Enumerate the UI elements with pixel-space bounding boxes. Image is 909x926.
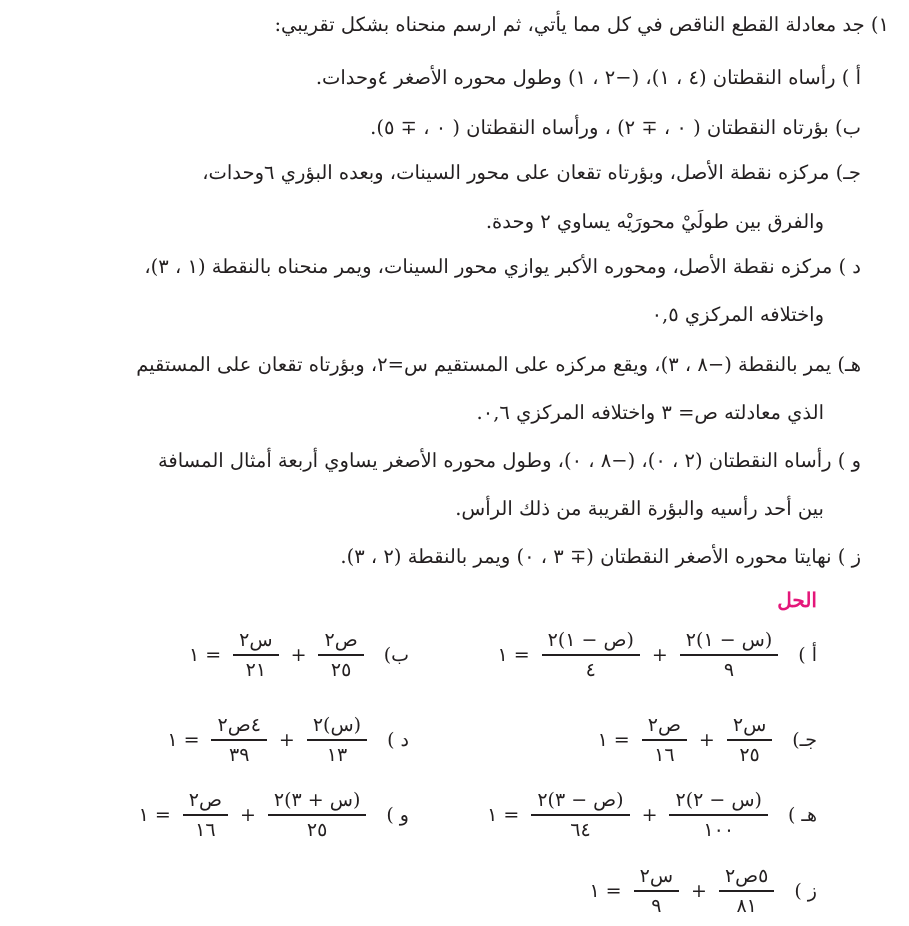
part-e-continued: الذي معادلته ص= ٣ واختلافه المركزي ٠,٦. (476, 401, 824, 424)
fraction-2 (211, 714, 266, 766)
fraction-1 (268, 789, 366, 841)
equation-c (598, 705, 817, 775)
plus-sign: + (691, 880, 707, 902)
denominator: ١٣ (326, 743, 348, 766)
fraction-1 (727, 714, 772, 766)
numerator: ٤ص٢ (217, 714, 261, 737)
numerator: ٥ص٢ (724, 865, 769, 888)
equation-b (189, 620, 409, 690)
numerator: (س)٢ (312, 714, 362, 737)
rhs: ١ (497, 644, 508, 666)
equation-label: د ) (387, 729, 409, 751)
equation-label: جـ) (792, 729, 817, 751)
denominator: ٢٥ (739, 743, 760, 766)
numerator: ص٢ (324, 629, 358, 652)
plus-sign: + (641, 804, 658, 826)
fraction-1 (669, 789, 767, 841)
fraction-2 (183, 789, 228, 841)
equation-e (487, 780, 817, 850)
equation-label: ز ) (794, 880, 817, 902)
part-g: ز ) نهايتا محوره الأصغر النقطتان (∓ ٣ ، ٠) ويمر بالنقطة (٢ ، ٣). (340, 545, 861, 568)
part-d: د ) مركزه نقطة الأصل، ومحوره الأكبر يوازي محور السينات، ويمر منحناه بالنقطة (١ ، ٣)، (144, 255, 861, 278)
denominator: ١٠٠ (703, 818, 735, 841)
part-d-continued: واختلافه المركزي ٠,٥ (651, 303, 824, 326)
plus-sign: + (278, 729, 295, 751)
equals-sign: = (613, 729, 630, 751)
equals-sign: = (605, 880, 622, 902)
numerator: (س + ٣)٢ (273, 789, 361, 812)
numerator: ص٢ (647, 714, 681, 737)
part-f: و ) رأساه النقطتان (٢ ، ٠)، (−٨ ، ٠)، وطول محوره الأصغر يساوي أربعة أمثال المسافة (157, 449, 861, 472)
numerator: س٢ (239, 629, 273, 652)
numerator: س٢ (732, 714, 767, 737)
denominator: ٩ (651, 894, 662, 917)
rhs: ١ (189, 644, 200, 666)
denominator: ٢٥ (306, 818, 328, 841)
solution-heading: الحل (777, 588, 817, 612)
part-a: أ ) رأساه النقطتان (٤ ، ١)، (−٢ ، ١) وطول محوره الأصغر ٤وحدات. (315, 66, 861, 89)
fraction-1 (719, 865, 774, 917)
denominator: ٣٩ (228, 743, 250, 766)
numerator: (ص − ٣)٢ (537, 789, 624, 812)
rhs: ١ (589, 880, 600, 902)
fraction-2 (642, 714, 687, 766)
equation-label: و ) (386, 804, 409, 826)
denominator: ١٦ (654, 743, 675, 766)
equation-label: أ ) (798, 644, 817, 666)
fraction-1 (307, 714, 367, 766)
part-e: هـ) يمر بالنقطة (−٨ ، ٣)، ويقع مركزه على المستقيم س=٢، وبؤرتاه تقعان على المستقيم (136, 353, 861, 376)
denominator: ٢٥ (330, 658, 352, 681)
denominator: ٩ (723, 658, 735, 681)
numerator: (ص − ١)٢ (547, 629, 634, 652)
denominator: ٤ (585, 658, 596, 681)
plus-sign: + (290, 644, 307, 666)
plus-sign: + (698, 729, 715, 751)
equals-sign: = (205, 644, 222, 666)
denominator: ١٦ (195, 818, 216, 841)
part-b: ب) بؤرتاه النقطتان ( ٠ ، ∓ ٢) ، ورأساه النقطتان ( ٠ ، ∓ ٥). (370, 116, 861, 139)
denominator: ٦٤ (570, 818, 591, 841)
equation-g (589, 856, 817, 926)
numerator: (س − ٢)٢ (675, 789, 762, 812)
rhs: ١ (487, 804, 498, 826)
rhs: ١ (597, 729, 608, 751)
fraction-1 (680, 629, 778, 681)
rhs: ١ (167, 729, 178, 751)
fraction-2 (634, 865, 679, 917)
equation-a (497, 620, 817, 690)
equation-label: ب) (383, 644, 409, 666)
fraction-2 (233, 629, 278, 681)
equation-d (167, 705, 409, 775)
part-f-continued: بين أحد رأسيه والبؤرة القريبة من ذلك الرأس. (455, 497, 824, 520)
denominator: ٢١ (245, 658, 267, 681)
denominator: ٨١ (736, 894, 757, 917)
equals-sign: = (154, 804, 171, 826)
numerator: (س − ١)٢ (685, 629, 773, 652)
plus-sign: + (651, 644, 668, 666)
fraction-2 (542, 629, 640, 681)
equals-sign: = (503, 804, 520, 826)
equation-f (139, 780, 409, 850)
plus-sign: + (239, 804, 256, 826)
part-c: جـ) مركزه نقطة الأصل، وبؤرتاه تقعان على محور السينات، وبعده البؤري ٦وحدات، (202, 161, 861, 184)
equals-sign: = (513, 644, 530, 666)
question-intro: ١) جد معادلة القطع الناقص في كل مما يأتي، ثم ارسم منحناه بشكل تقريبي: (274, 13, 889, 36)
fraction-2 (531, 789, 629, 841)
equals-sign: = (183, 729, 200, 751)
equation-label: هـ ) (787, 804, 817, 826)
numerator: س٢ (639, 865, 674, 888)
fraction-1 (318, 629, 363, 681)
numerator: ص٢ (188, 789, 222, 812)
rhs: ١ (138, 804, 149, 826)
part-c-continued: والفرق بين طولَيْ محورَيْه يساوي ٢ وحدة. (485, 210, 824, 233)
